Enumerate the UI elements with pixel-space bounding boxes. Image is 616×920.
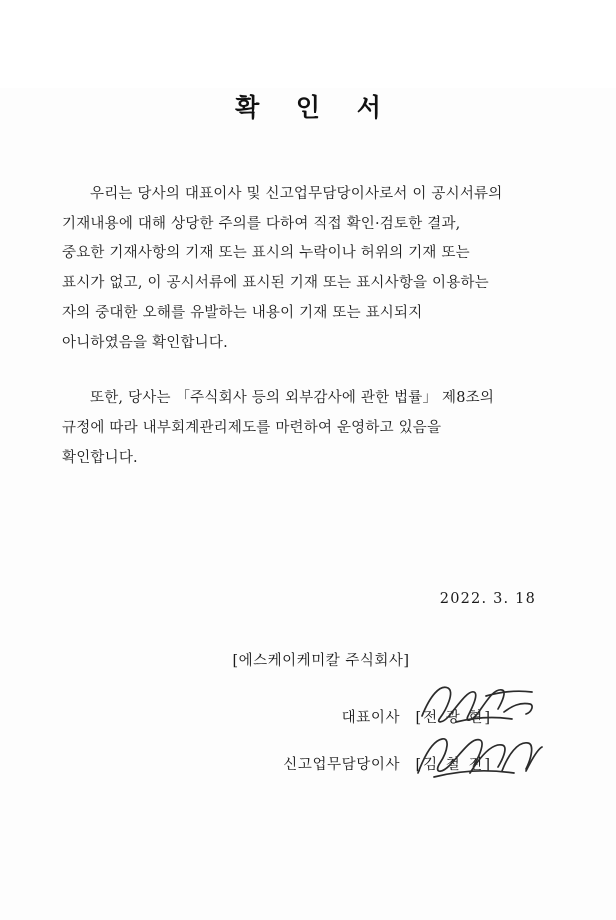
signatory-role-ceo: 대표이사	[341, 710, 401, 727]
paragraph-1-line-4: 표시가 없고, 이 공시서류에 표시된 기재 또는 표시사항을 이용하는	[62, 275, 489, 292]
paragraph-1	[62, 180, 554, 358]
page-title: 확 인 서	[235, 93, 395, 122]
paragraph-1-line-2: 기재내용에 대해 상당한 주의를 다하여 직접 확인·검토한 결과,	[62, 215, 461, 232]
document-page	[0, 88, 616, 920]
signatory-name-officer: [김 철 진]	[415, 757, 492, 774]
paragraph-1-line-5: 자의 중대한 오해를 유발하는 내용이 기재 또는 표시되지	[62, 304, 423, 321]
signatory-role-officer: 신고업무담당이사	[283, 757, 401, 774]
signature-area	[62, 591, 554, 774]
signatory-row-officer	[62, 753, 554, 774]
paragraph-2-line-1: 또한, 당사는 「주식회사 등의 외부감사에 관한 법률」 제8조의	[90, 390, 495, 407]
paragraph-1-line-3: 중요한 기재사항의 기재 또는 표시의 누락이나 허위의 기재 또는	[62, 245, 470, 262]
document-body	[62, 180, 554, 473]
paragraph-2-line-3: 확인합니다.	[62, 449, 138, 466]
signature-mark-officer	[414, 727, 544, 783]
document-date: 2022. 3. 18	[439, 591, 536, 608]
paragraph-1-line-1: 우리는 당사의 대표이사 및 신고업무담당이사로서 이 공시서류의	[90, 186, 503, 202]
paragraph-2	[62, 384, 554, 473]
company-name: [에스케이케미칼 주식회사]	[232, 653, 410, 670]
signatory-row-ceo	[62, 706, 554, 727]
signatory-name-ceo: [전 광 현]	[415, 710, 492, 727]
paragraph-1-line-6: 아니하였음을 확인합니다.	[62, 334, 228, 351]
paragraph-2-line-2: 규정에 따라 내부회계관리제도를 마련하여 운영하고 있음을	[62, 420, 442, 437]
